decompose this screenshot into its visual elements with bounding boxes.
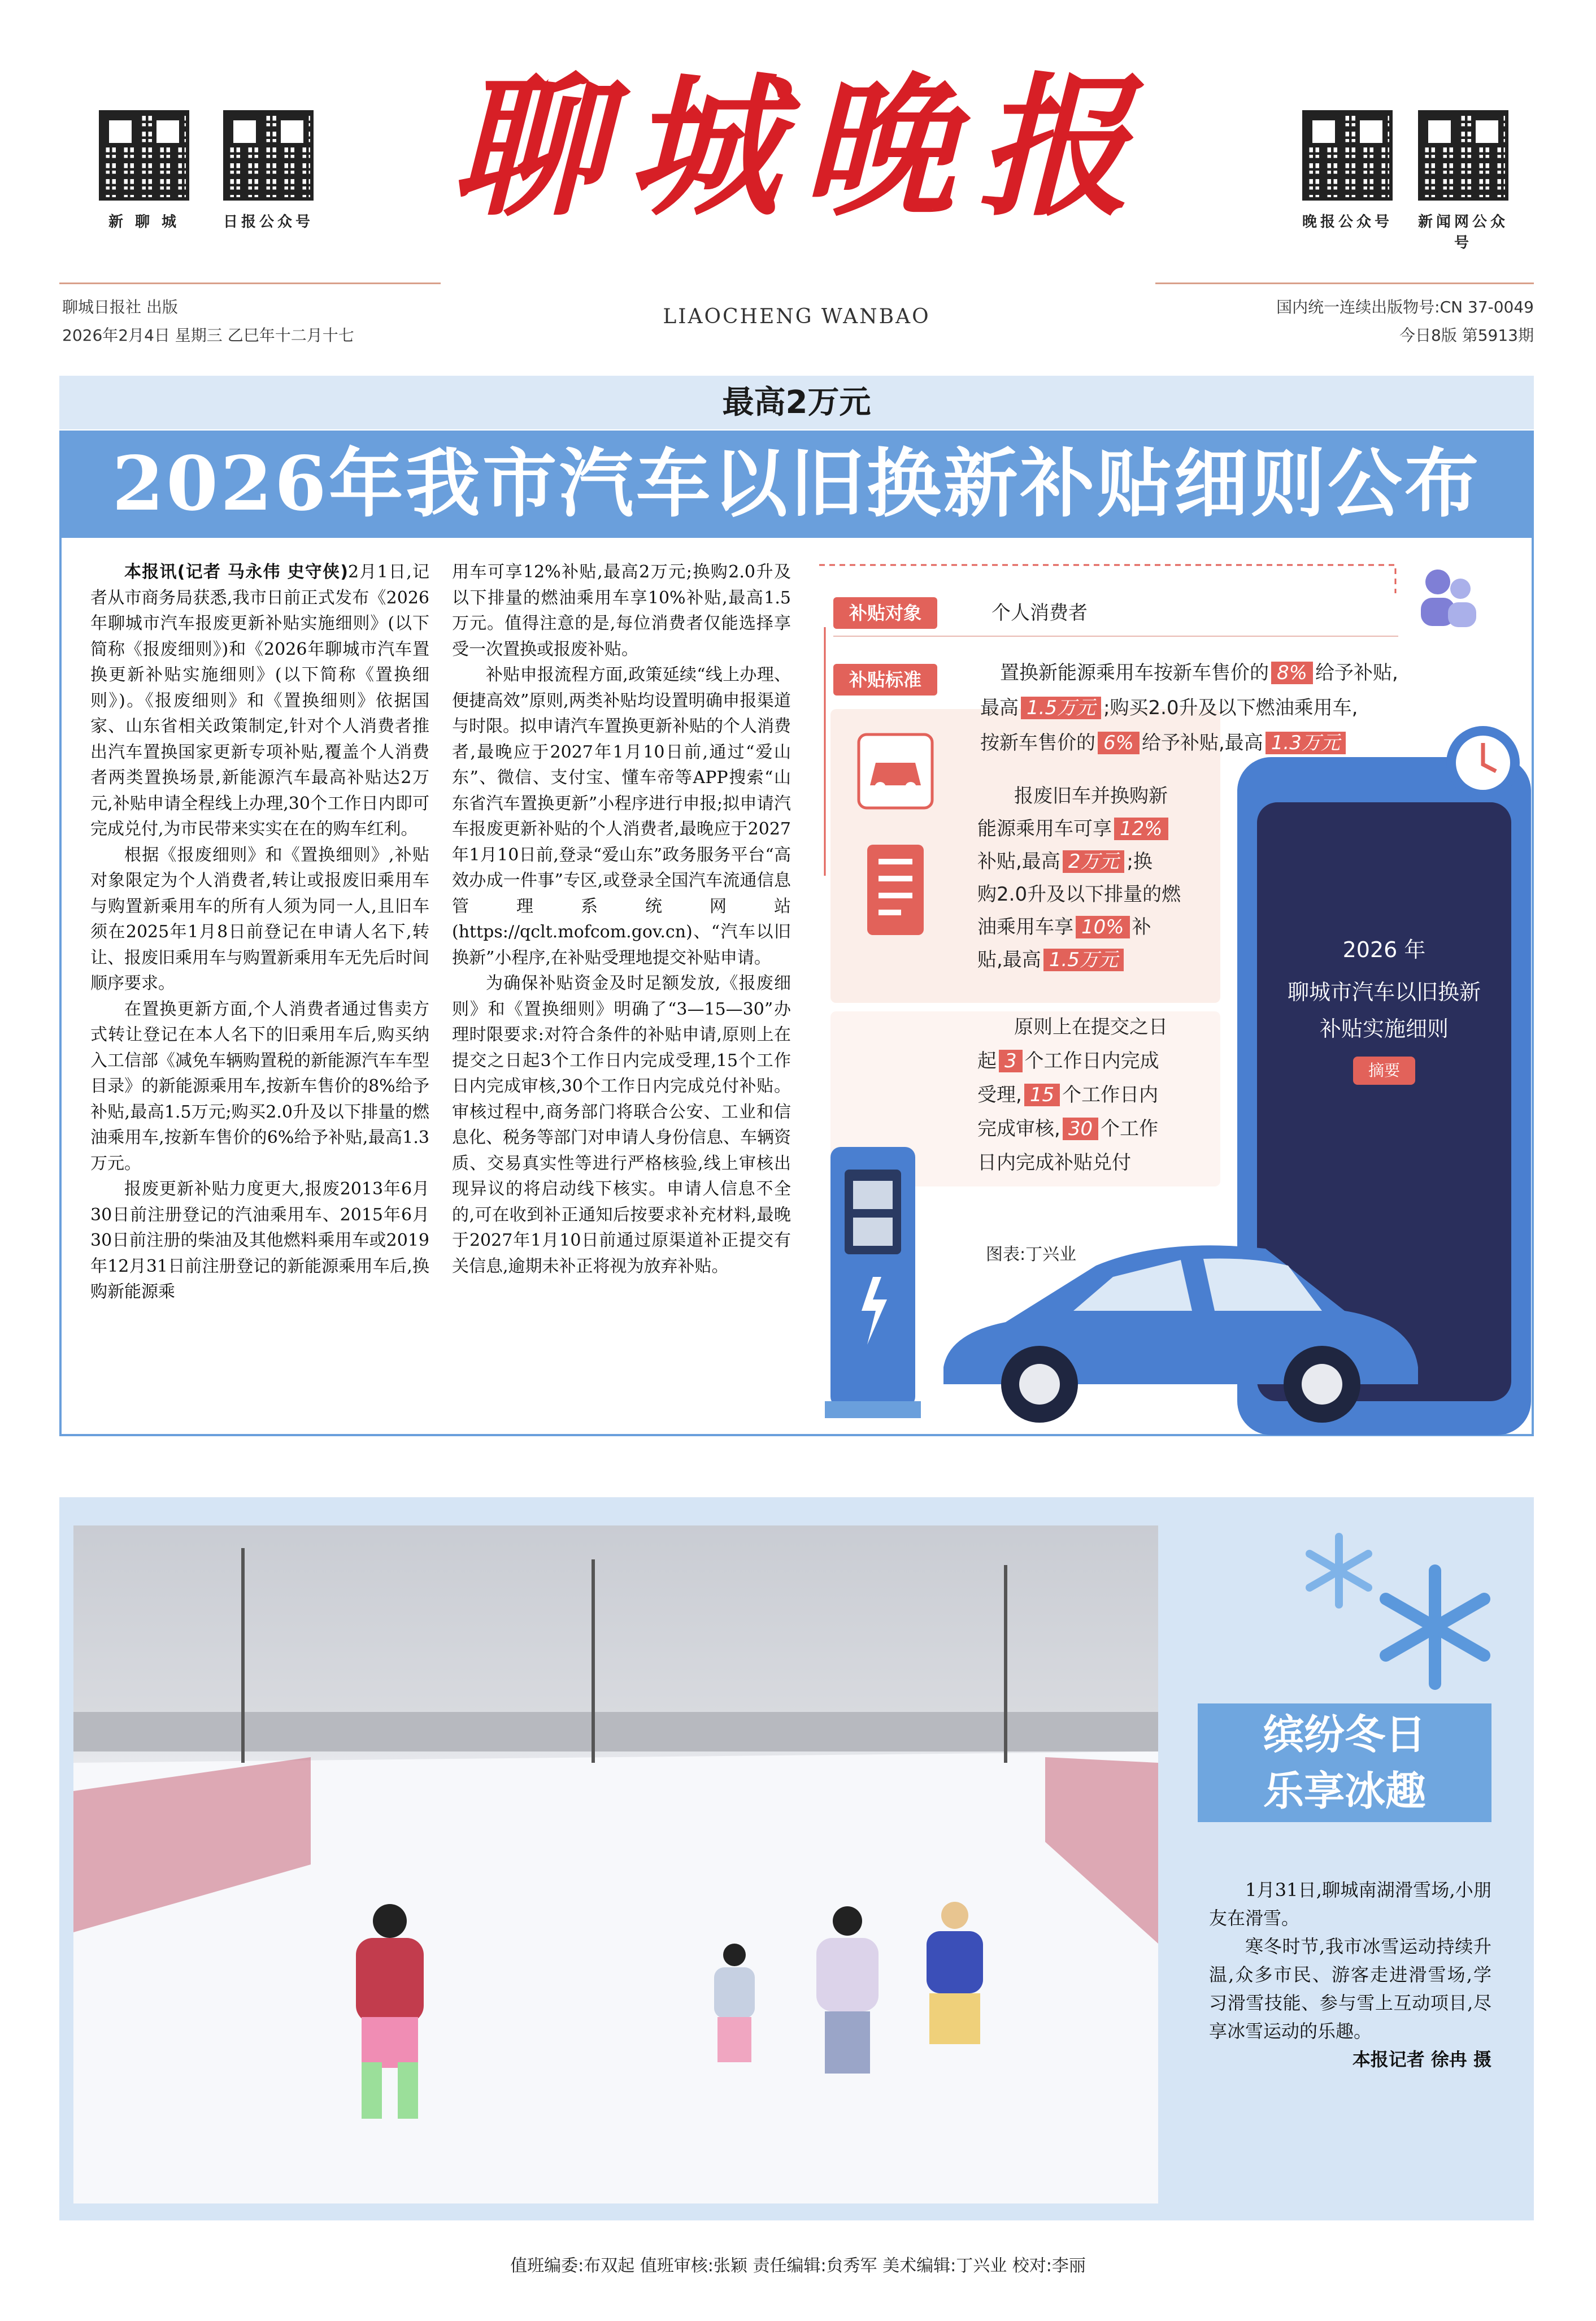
review-line: 受理, 15 个工作日内: [977, 1084, 1159, 1106]
publisher: 聊城日报社 出版: [62, 298, 178, 316]
qr-label: 晚报公众号: [1302, 214, 1393, 231]
caption-paragraph: 寒冬时节,我市冰雪运动持续升温,众多市民、游客走进滑雪场,学习滑雪技能、参与雪上互动项目,尽享冰雪运动的乐趣。: [1209, 1936, 1491, 2042]
car-icon: [853, 729, 938, 819]
divider: [833, 636, 1398, 637]
value-badge: 2万元: [1063, 850, 1125, 873]
issue-date: 2026年2月4日 星期三 乙巳年十二月十七: [62, 326, 354, 345]
value-badge: 8%: [1271, 662, 1313, 684]
standard-line: 贴,最高 1.5万元: [977, 944, 1126, 976]
editor-credits: 值班编委:布双起 值班审核:张颖 责任编辑:贠秀军 美术编辑:丁兴业 校对:李丽: [510, 2256, 1086, 2276]
ski-photo[interactable]: [73, 1525, 1158, 2203]
article-lead-label: 本报讯(记者 马永伟 史守侠): [124, 562, 348, 582]
article-paragraph: 用车可享12%补贴,最高2万元;换购2.0升及以下排量的燃油乘用车享10%补贴,最高1.5万元。值得注意的是,每位消费者仅能选择享受一次置换或报废补贴。: [452, 562, 791, 659]
photo-title-line: 乐享冰趣: [1263, 1767, 1426, 1815]
headline-kicker: 最高2万元: [59, 376, 1534, 429]
photo-caption: [1209, 1876, 1491, 2074]
tag-target: 补贴对象: [833, 597, 937, 629]
value-badge: 6%: [1098, 732, 1140, 754]
masthead-pinyin: LIAOCHENG WANBAO: [663, 305, 930, 328]
photo-byline: 本报记者 徐冉 摄: [1352, 2049, 1491, 2070]
masthead-logo: 聊城晚报: [452, 57, 1153, 237]
issn: 国内统一连续出版物号:CN 37-0049: [1276, 298, 1534, 316]
value-badge: 12%: [1114, 818, 1168, 840]
qr-code-evening[interactable]: [1302, 110, 1393, 201]
snowflake-icon: [1294, 1525, 1508, 1695]
value-badge: 1.5万元: [1021, 697, 1101, 719]
qr-code-news[interactable]: [1418, 110, 1508, 201]
article-column-2: [452, 559, 791, 1279]
article-paragraph: 根据《报废细则》和《置换细则》,补贴对象限定为个人消费者,转让或报废旧乘用车与购置新乘用车的所有人须为同一人,且旧车须在2025年1月8日前登记在申请人名下,转让、报废旧乘用车与购置新乘用车无先后时间顺序要求。: [90, 845, 429, 993]
headline-title[interactable]: 2026年我市汽车以旧换新补贴细则公布: [59, 431, 1534, 538]
clock-icon: [1441, 720, 1525, 805]
standard-line: 补贴,最高 2万元 ;换: [977, 850, 1153, 873]
photo-title-line: 缤纷冬日: [1263, 1710, 1426, 1758]
graphic-credit: 图表:丁兴业: [986, 1245, 1077, 1264]
divider: [59, 282, 441, 284]
standard-line: 置换新能源乘用车按新车售价的 8% 给予补贴,: [1000, 662, 1398, 684]
target-text: 个人消费者: [991, 602, 1088, 624]
review-line: 日内完成补贴兑付: [977, 1151, 1131, 1174]
tag-standard: 补贴标准: [833, 664, 937, 696]
phone-year: 2026 年: [1342, 937, 1426, 962]
summary-button[interactable]: 摘要: [1353, 1057, 1415, 1085]
standard-line: 报废旧车并换购新: [1014, 785, 1168, 807]
review-line: 起 3 个工作日内完成: [977, 1050, 1159, 1072]
caption-paragraph: 1月31日,聊城南湖滑雪场,小朋友在滑雪。: [1209, 1879, 1491, 1929]
value-badge: 1.5万元: [1043, 949, 1124, 971]
article-paragraph: 报废更新补贴力度更大,报废2013年6月30日前注册登记的汽油乘用车、2015年6月30日前注册的柴油及其他燃料乘用车或2019年12月31日前注册登记的新能源乘用车后,换购新能源乘: [90, 1179, 429, 1302]
phone-title-line: 聊城市汽车以旧换新: [1287, 980, 1481, 1005]
standard-line: 按新车售价的 6% 给予补贴,最高 1.3万元: [980, 727, 1348, 759]
document-icon: [853, 836, 938, 944]
value-badge: 30: [1063, 1118, 1098, 1140]
standard-line: 能源乘用车可享 12%: [977, 812, 1171, 845]
article-paragraph: 在置换更新方面,个人消费者通过售卖方式转让登记在本人名下的旧乘用车后,购买纳入工信部《减免车辆购置税的新能源汽车车型目录》的新能源乘用车,按新车售价的8%给予补贴,最高1.5万元;购买2.0升及以下排量的燃油乘用车,按新车售价的6%给予补贴,最高1.3万元。: [90, 999, 429, 1173]
value-badge: 3: [999, 1050, 1023, 1072]
review-line: 完成审核, 30 个工作: [977, 1118, 1159, 1140]
divider: [1155, 282, 1534, 284]
value-badge: 15: [1024, 1084, 1060, 1106]
standard-line: 最高 1.5万元 ;购买2.0升及以下燃油乘用车,: [980, 697, 1358, 719]
article-column-1: [90, 559, 429, 1305]
qr-code-xinliaocheng[interactable]: [99, 110, 189, 201]
article-paragraph: 补贴申报流程方面,政策延续“线上办理、便捷高效”原则,两类补贴均设置明确申报渠道与时限。拟申请汽车置换更新补贴的个人消费者,最晚应于2027年1月10日前,通过“爱山东”、微信、支付宝、懂车帝等APP搜索“山东省汽车置换更新”小程序进行申报;拟申请汽车报废更新补贴的个人消费者,最晚应于2027年1月10日前,登录“爱山东”政务服务平台“高效办成一件事”专区,或登录全国汽车流通信息管理系统网站(https://qclt.mofcom.gov.cn)、“汽车以旧换新”小程序,在补贴受理地提交补贴申请。: [452, 665, 791, 968]
review-line: 原则上在提交之日: [1014, 1016, 1168, 1038]
photo-story-title: [1198, 1703, 1491, 1822]
qr-label: 新 聊 城: [108, 214, 180, 231]
ev-charger-icon: [825, 1136, 927, 1424]
standard-line: 油乘用车享 10% 补: [977, 916, 1151, 938]
value-badge: 1.3万元: [1266, 732, 1346, 754]
ski-scene: [73, 1525, 1158, 2203]
edition-number: 今日8版 第5913期: [1399, 326, 1534, 345]
phone-title-line: 补贴实施细则: [1319, 1016, 1449, 1041]
qr-code-daily[interactable]: [223, 110, 314, 201]
standard-line: 购2.0升及以下排量的燃: [977, 883, 1181, 906]
value-badge: 10%: [1076, 916, 1130, 938]
qr-label: 日报公众号: [223, 214, 314, 231]
qr-label: 新闻网公众号: [1417, 214, 1508, 251]
people-icon: [1415, 565, 1477, 633]
article-paragraph: 2月1日,记者从市商务局获悉,我市日前正式发布《2026年聊城市汽车报废更新补贴实施细则》(以下简称《报废细则》)和《2026年聊城市汽车置换更新补贴实施细则》(以下简称《置换细则》)。《报废细则》和《置换细则》依据国家、山东省相关政策制定,针对个人消费者推出汽车置换国家更新专项补贴,覆盖个人消费者两类置换场景,新能源汽车最高补贴达2万元,补贴申请全程线上办理,30个工作日内即可完成兑付,为市民带来实实在在的购车红利。: [90, 562, 430, 839]
article-paragraph: 为确保补贴资金及时足额发放,《报废细则》和《置换细则》明确了“3—15—30”办理时限要求:对符合条件的补贴申请,原则上在提交之日起3个工作日内完成受理,15个工作日内完成审核,30个工作日内完成兑付补贴。审核过程中,商务部门将联合公安、工业和信息化、税务等部门对申请人身份信息、车辆资质、交易真实性等进行严格核验,线上审核出现异议的将启动线下核实。申请人信息不全的,可在收到补正通知后按要求补充材料,最晚于2027年1月10日前通过原渠道补正提交有关信息,逾期未补正将视为放弃补贴。: [452, 973, 791, 1276]
